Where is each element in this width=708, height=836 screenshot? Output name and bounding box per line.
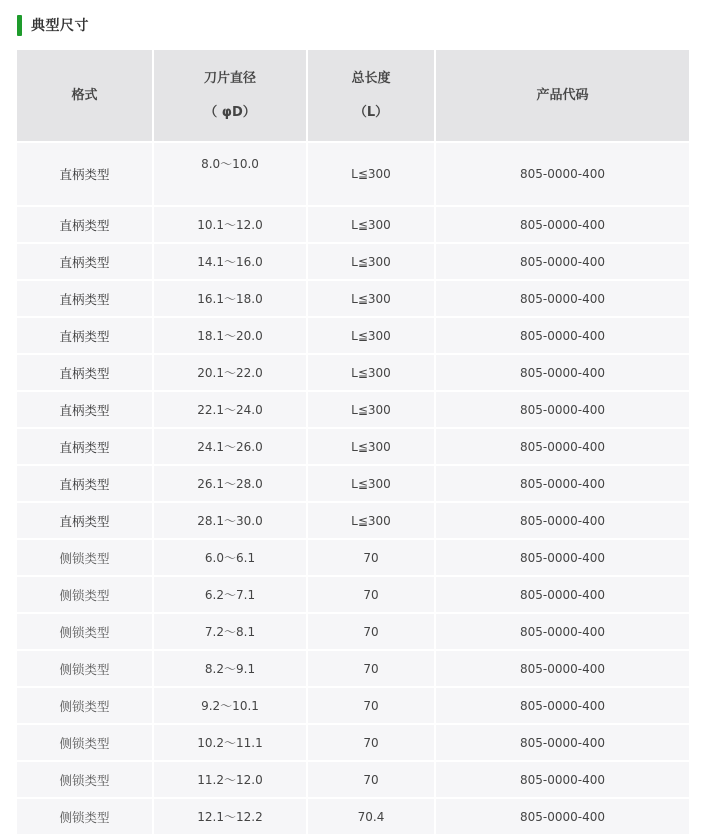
table-row [17, 502, 689, 539]
cell-diameter: 8.2〜9.1 [153, 650, 307, 687]
table-row [17, 761, 689, 798]
cell-diameter: 28.1〜30.0 [153, 502, 307, 539]
section-accent-bar [17, 15, 22, 36]
header-length-unit: （L） [353, 104, 389, 120]
cell-format: 侧锁类型 [17, 613, 153, 650]
cell-format: 侧锁类型 [17, 761, 153, 798]
cell-diameter: 26.1〜28.0 [153, 465, 307, 502]
cell-diameter: 8.0〜10.0 [153, 142, 307, 206]
cell-code: 805-0000-400 [435, 391, 689, 428]
cell-format: 直柄类型 [17, 465, 153, 502]
table-body [17, 142, 689, 834]
table-row [17, 280, 689, 317]
cell-diameter: 16.1〜18.0 [153, 280, 307, 317]
cell-length: L≦300 [307, 206, 435, 243]
cell-length: L≦300 [307, 428, 435, 465]
cell-format: 直柄类型 [17, 243, 153, 280]
cell-code: 805-0000-400 [435, 724, 689, 761]
cell-diameter: 10.1〜12.0 [153, 206, 307, 243]
cell-format: 侧锁类型 [17, 539, 153, 576]
cell-length: L≦300 [307, 280, 435, 317]
table-row [17, 576, 689, 613]
section-title: 典型尺寸 [31, 18, 89, 34]
header-format [17, 50, 153, 142]
cell-code: 805-0000-400 [435, 576, 689, 613]
cell-code: 805-0000-400 [435, 687, 689, 724]
table-row [17, 724, 689, 761]
cell-length: L≦300 [307, 391, 435, 428]
cell-length: 70 [307, 687, 435, 724]
cell-length: L≦300 [307, 142, 435, 206]
cell-format: 侧锁类型 [17, 687, 153, 724]
header-diameter-unit: （ φD） [204, 104, 256, 120]
header-diameter-label: 刀片直径 [203, 70, 256, 86]
table-row [17, 687, 689, 724]
table-row [17, 391, 689, 428]
header-row [17, 50, 689, 142]
cell-format: 直柄类型 [17, 142, 153, 206]
header-diameter [153, 50, 307, 142]
cell-format: 直柄类型 [17, 280, 153, 317]
cell-diameter: 6.0〜6.1 [153, 539, 307, 576]
table-row [17, 354, 689, 391]
section-header [17, 13, 89, 37]
cell-code: 805-0000-400 [435, 613, 689, 650]
cell-format: 侧锁类型 [17, 576, 153, 613]
cell-diameter: 14.1〜16.0 [153, 243, 307, 280]
cell-code: 805-0000-400 [435, 280, 689, 317]
cell-code: 805-0000-400 [435, 354, 689, 391]
cell-format: 侧锁类型 [17, 798, 153, 834]
cell-length: 70.4 [307, 798, 435, 834]
cell-length: L≦300 [307, 465, 435, 502]
header-format-label: 格式 [71, 87, 98, 103]
cell-code: 805-0000-400 [435, 428, 689, 465]
table-header [17, 50, 689, 142]
header-length-label: 总长度 [351, 70, 391, 86]
cell-length: 70 [307, 724, 435, 761]
cell-code: 805-0000-400 [435, 798, 689, 834]
cell-diameter: 7.2〜8.1 [153, 613, 307, 650]
table-row [17, 650, 689, 687]
table-row [17, 317, 689, 354]
cell-diameter: 18.1〜20.0 [153, 317, 307, 354]
cell-diameter: 24.1〜26.0 [153, 428, 307, 465]
cell-length: 70 [307, 576, 435, 613]
header-code [435, 50, 689, 142]
cell-diameter: 22.1〜24.0 [153, 391, 307, 428]
cell-length: L≦300 [307, 354, 435, 391]
cell-format: 侧锁类型 [17, 724, 153, 761]
cell-code: 805-0000-400 [435, 206, 689, 243]
cell-format: 直柄类型 [17, 206, 153, 243]
table-row [17, 613, 689, 650]
table-row [17, 243, 689, 280]
cell-diameter: 9.2〜10.1 [153, 687, 307, 724]
cell-length: 70 [307, 761, 435, 798]
cell-code: 805-0000-400 [435, 142, 689, 206]
cell-format: 直柄类型 [17, 317, 153, 354]
cell-diameter: 20.1〜22.0 [153, 354, 307, 391]
cell-format: 直柄类型 [17, 428, 153, 465]
cell-code: 805-0000-400 [435, 539, 689, 576]
cell-length: 70 [307, 650, 435, 687]
cell-length: L≦300 [307, 243, 435, 280]
header-code-label: 产品代码 [536, 87, 589, 103]
cell-length: 70 [307, 613, 435, 650]
cell-code: 805-0000-400 [435, 502, 689, 539]
table-row [17, 539, 689, 576]
cell-length: 70 [307, 539, 435, 576]
cell-format: 直柄类型 [17, 354, 153, 391]
table-row [17, 465, 689, 502]
dimensions-table [17, 50, 689, 834]
table-row [17, 206, 689, 243]
cell-diameter: 6.2〜7.1 [153, 576, 307, 613]
cell-code: 805-0000-400 [435, 317, 689, 354]
cell-diameter: 10.2〜11.1 [153, 724, 307, 761]
cell-diameter: 12.1〜12.2 [153, 798, 307, 834]
cell-code: 805-0000-400 [435, 761, 689, 798]
cell-format: 直柄类型 [17, 502, 153, 539]
cell-length: L≦300 [307, 502, 435, 539]
cell-code: 805-0000-400 [435, 465, 689, 502]
cell-code: 805-0000-400 [435, 650, 689, 687]
header-length [307, 50, 435, 142]
table-row [17, 798, 689, 834]
cell-code: 805-0000-400 [435, 243, 689, 280]
table-row [17, 142, 689, 206]
cell-diameter: 11.2〜12.0 [153, 761, 307, 798]
cell-length: L≦300 [307, 317, 435, 354]
cell-format: 侧锁类型 [17, 650, 153, 687]
table-row [17, 428, 689, 465]
cell-format: 直柄类型 [17, 391, 153, 428]
